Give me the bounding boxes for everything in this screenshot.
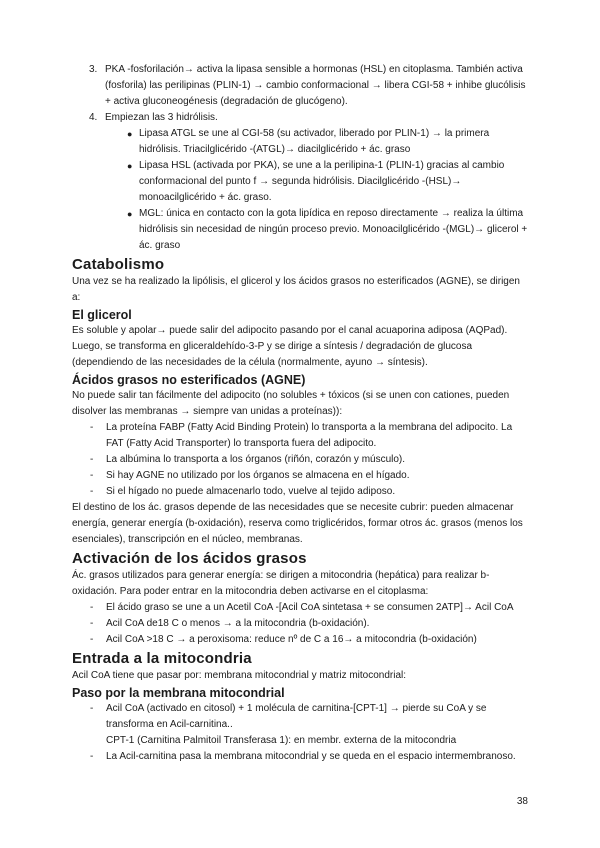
dash-icon: - [90, 703, 94, 714]
paragraph: Una vez se ha realizado la lipólisis, el glicerol y los ácidos grasos no esterificados (AGNE), se dirigen a: [72, 276, 520, 303]
dash-icon: - [90, 470, 94, 481]
dash-icon: - [90, 634, 94, 645]
dash-item [72, 420, 528, 452]
bullet-item [72, 158, 528, 206]
dash-item [72, 749, 528, 765]
dash-text: Acil CoA de18 C o menos → a la mitocondria (b-oxidación). [106, 618, 370, 629]
bullet-item [72, 206, 528, 254]
bullet-icon: ● [127, 209, 133, 219]
paragraph: El destino de los ác. grasos depende de las necesidades que se necesite cubrir: pueden almacenar energía, generar energía (b-oxidación), reserva como triglicéridos, formar otros ác. grasos (menos los esenciales), transcripción en el núcleo, membranas. [72, 502, 523, 545]
bullet-icon: ● [127, 161, 133, 171]
list-item-text: Empiezan las 3 hidrólisis. [105, 112, 218, 123]
dash-icon: - [90, 751, 94, 762]
dash-text: La proteína FABP (Fatty Acid Binding Protein) lo transporta a la membrana del adipocito. La FAT (Fatty Acid Transporter) lo transporta fuera del adipocito. [106, 422, 513, 449]
dash-item [72, 616, 528, 632]
dash-text: El ácido graso se une a un Acetil CoA -[Acil CoA sintetasa + se consumen 2ATP]→ Acil CoA [106, 602, 514, 613]
list-item-text: PKA -fosforilación→ activa la lipasa sensible a hormonas (HSL) en citoplasma. También activa (fosforila) las perilipinas (PLIN-1) → cambio conformacional → libera CGI-58 + inhibe glucólisis + activa gluconeogénesis (degradación de glucógeno). [105, 64, 526, 107]
page-number: 38 [516, 796, 528, 807]
bullet-text: MGL: única en contacto con la gota lipídica en reposo directamente → realiza la última hidrólisis sin necesidad de ningún proceso previo. Monoacilglicérido -(MGL)→ glicerol + ác. graso [139, 208, 528, 251]
bullet-icon: ● [127, 129, 133, 139]
dash-item [72, 600, 528, 616]
dash-icon: - [90, 602, 94, 613]
heading-activacion: Activación de los ácidos grasos [72, 550, 307, 567]
paragraph: Acil CoA tiene que pasar por: membrana mitocondrial y matriz mitocondrial: [72, 670, 407, 681]
dash-item [72, 632, 528, 648]
dash-icon: - [90, 422, 94, 433]
dash-item [72, 452, 528, 468]
dash-item [72, 468, 528, 484]
list-number: 3. [89, 64, 98, 75]
dash-text: Si hay AGNE no utilizado por los órganos se almacena en el hígado. [106, 470, 410, 481]
bullet-item [72, 126, 528, 158]
bullet-text: Lipasa HSL (activada por PKA), se une a la perilipina-1 (PLIN-1) gracias al cambio conformacional del punto f → segunda hidrólisis. Diacilglicérido -(HSL)→ monoacilglicérido + ác. graso. [139, 160, 505, 203]
dash-item [72, 484, 528, 500]
heading-entrada: Entrada a la mitocondria [72, 650, 252, 667]
dash-text: La Acil-carnitina pasa la membrana mitocondrial y se queda en el espacio intermembranoso. [106, 751, 516, 762]
dash-icon: - [90, 486, 94, 497]
bullet-text: Lipasa ATGL se une al CGI-58 (su activador, liberado por PLIN-1) → la primera hidrólisis. Triacilglicérido -(ATGL)→ diacilglicérido + ác. graso [139, 128, 490, 155]
document-body [72, 62, 528, 765]
paragraph: Es soluble y apolar→ puede salir del adipocito pasando por el canal acuaporina adiposa (AQPad). Luego, se transforma en gliceraldehído-3-P y se dirige a síntesis / degradación de glucosa (dependiendo de las necesidades de la célula (normalmente, ayuno → síntesis). [72, 325, 508, 368]
ordered-item [72, 62, 528, 110]
dash-text: Si el hígado no puede almacenarlo todo, vuelve al tejido adiposo. [106, 486, 396, 497]
heading-catabolismo: Catabolismo [72, 256, 165, 273]
list-number: 4. [89, 112, 98, 123]
ordered-item [72, 110, 528, 126]
dash-item [72, 701, 528, 749]
dash-icon: - [90, 618, 94, 629]
heading-glicerol: El glicerol [72, 308, 132, 322]
dash-text: Acil CoA (activado en citosol) + 1 molécula de carnitina-[CPT-1] → pierde su CoA y se transforma en Acil-carnitina.. [106, 703, 487, 730]
heading-paso-membrana: Paso por la membrana mitocondrial [72, 686, 285, 700]
dash-icon: - [90, 454, 94, 465]
paragraph: No puede salir tan fácilmente del adipocito (no solubles + tóxicos (si se unen con cationes, pueden disolver las membranas → siempre van unidas a proteínas)): [72, 390, 510, 417]
dash-note: CPT-1 (Carnitina Palmitoil Transferasa 1): en membr. externa de la mitocondria [106, 735, 457, 746]
heading-acidos-grasos: Ácidos grasos no esterificados (AGNE) [72, 373, 306, 387]
dash-text: La albúmina lo transporta a los órganos (riñón, corazón y músculo). [106, 454, 406, 465]
paragraph: Ác. grasos utilizados para generar energía: se dirigen a mitocondria (hepática) para realizar b-oxidación. Para poder entrar en la mitocondria deben activarse en el citoplasma: [72, 570, 490, 597]
dash-text: Acil CoA >18 C → a peroxisoma: reduce nº de C a 16→ a mitocondria (b-oxidación) [106, 634, 477, 645]
